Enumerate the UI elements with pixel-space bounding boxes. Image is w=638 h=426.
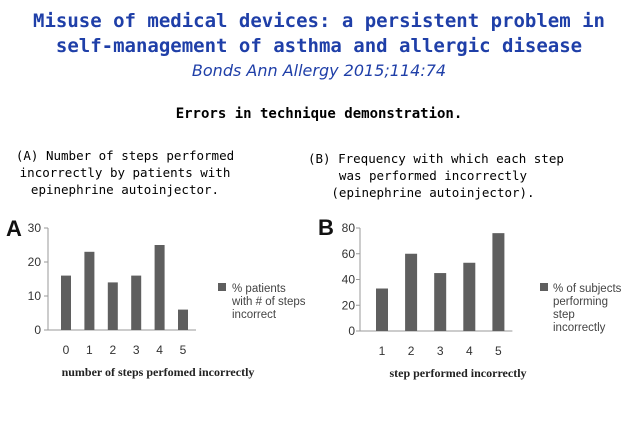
y-tick-label: 80	[341, 221, 355, 235]
bar	[405, 254, 417, 331]
x-axis-title: number of steps perfomed incorrectly	[61, 365, 255, 379]
citation: Bonds Ann Allergy 2015;114:74	[191, 61, 447, 80]
x-tick-label: 2	[407, 344, 415, 358]
bar	[463, 263, 475, 331]
caption-b-line: (B) Frequency with which each step	[308, 151, 564, 166]
x-tick-label: 1	[86, 343, 93, 357]
x-tick-label: 3	[436, 344, 444, 358]
y-tick-label: 0	[34, 323, 41, 337]
bar	[376, 289, 388, 331]
legend-label: step	[553, 309, 575, 321]
x-tick-label: 2	[109, 343, 117, 357]
legend-label: with # of steps	[232, 296, 306, 308]
slide-title-line-2: self-management of asthma and allergic disease	[55, 35, 583, 57]
y-tick-label: 40	[341, 272, 355, 287]
caption-a-line: epinephrine autoinjector.	[30, 182, 220, 197]
bar	[131, 276, 141, 330]
x-tick-label: 5	[179, 343, 187, 357]
bar	[108, 282, 118, 330]
legend-swatch	[540, 283, 548, 291]
y-tick-label: 20	[27, 255, 41, 269]
y-tick-label: 60	[341, 246, 355, 261]
x-tick-label: 5	[495, 344, 502, 358]
caption-b-line: (epinephrine autoinjector).	[331, 185, 535, 200]
bar	[61, 276, 71, 330]
legend-label: performing	[553, 296, 608, 308]
y-tick-label: 0	[348, 324, 355, 338]
legend-label: incorrectly	[553, 322, 606, 334]
caption-a-line: (A) Number of steps performed	[15, 148, 235, 163]
x-tick-label: 0	[62, 343, 70, 357]
y-tick-label: 10	[27, 289, 41, 303]
bar	[492, 233, 504, 331]
legend-label: % patients	[232, 283, 286, 295]
x-tick-label: 3	[132, 343, 140, 357]
bar	[84, 252, 94, 330]
subheading: Errors in technique demonstration.	[175, 106, 463, 122]
panel-letter-B: B	[318, 215, 334, 240]
legend-label: incorrect	[232, 309, 277, 321]
legend-swatch	[218, 283, 226, 291]
x-axis-title: step performed incorrectly	[389, 366, 527, 380]
x-tick-label: 4	[465, 344, 473, 358]
y-tick-label: 20	[341, 298, 355, 313]
panel-letter-A: A	[6, 216, 22, 241]
legend-label: % of subjects	[553, 283, 622, 295]
caption-b-line: was performed incorrectly	[338, 168, 528, 183]
bar	[178, 310, 188, 330]
x-tick-label: 4	[156, 343, 163, 357]
caption-a-line: incorrectly by patients with	[19, 165, 231, 180]
bar	[155, 245, 165, 330]
bar	[434, 273, 446, 331]
slide-title-line-1: Misuse of medical devices: a persistent problem in	[33, 10, 605, 32]
x-tick-label: 1	[378, 344, 386, 358]
y-tick-label: 30	[27, 221, 41, 235]
